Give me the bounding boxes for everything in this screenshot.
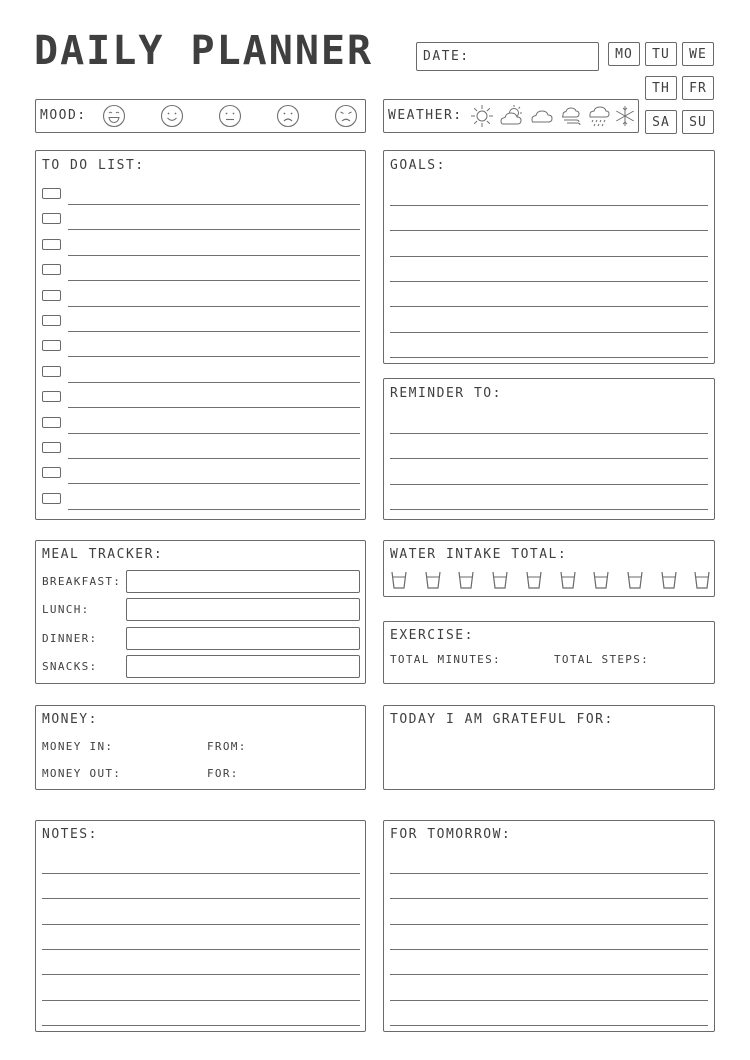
todo-item-line[interactable] [68,331,360,332]
water-glass-icon[interactable] [627,571,643,589]
water-glass-icon[interactable] [593,571,609,589]
goals-line[interactable] [390,230,708,231]
day-we[interactable]: WE [682,42,714,66]
reminder-line[interactable] [390,509,708,510]
todo-checkbox[interactable] [42,467,61,478]
todo-checkbox[interactable] [42,188,61,199]
todo-item-line[interactable] [68,280,360,281]
todo-checkbox[interactable] [42,239,61,250]
tomorrow-line[interactable] [390,924,708,925]
grateful-section[interactable] [383,705,715,790]
water-glass-icon[interactable] [492,571,508,589]
water-glass-icon[interactable] [458,571,474,589]
todo-item-line[interactable] [68,229,360,230]
money-out-label: MONEY OUT: [42,767,122,780]
todo-checkbox[interactable] [42,213,61,224]
todo-checkbox[interactable] [42,315,61,326]
todo-item-line[interactable] [68,433,360,434]
reminder-label: REMINDER TO: [390,386,502,401]
water-glass-icon[interactable] [560,571,576,589]
rain-icon[interactable] [586,104,612,128]
exercise-label: EXERCISE: [390,628,474,643]
reminder-line[interactable] [390,433,708,434]
meal-tracker-section [35,540,366,684]
goals-line[interactable] [390,281,708,282]
todo-checkbox[interactable] [42,391,61,402]
sun-icon[interactable] [470,104,494,128]
todo-item-line[interactable] [68,483,360,484]
goals-label: GOALS: [390,158,446,173]
tomorrow-line[interactable] [390,1025,708,1026]
lunch-label: LUNCH: [42,603,90,616]
grateful-label: TODAY I AM GRATEFUL FOR: [390,712,614,727]
smiling-face-icon[interactable] [160,104,184,128]
notes-line[interactable] [42,898,360,899]
day-fr[interactable]: FR [682,76,714,100]
todo-item-line[interactable] [68,509,360,510]
tomorrow-label: FOR TOMORROW: [390,827,512,842]
notes-line[interactable] [42,1000,360,1001]
tomorrow-line[interactable] [390,898,708,899]
todo-item-line[interactable] [68,204,360,205]
total-minutes-label: TOTAL MINUTES: [390,653,501,666]
page-title: DAILY PLANNER [34,28,374,74]
neutral-face-icon[interactable] [218,104,242,128]
water-glass-icon[interactable] [391,571,407,589]
todo-label: TO DO LIST: [42,158,145,173]
total-steps-label: TOTAL STEPS: [554,653,650,666]
date-label: DATE: [423,49,470,64]
date-field[interactable] [416,42,599,71]
day-sa[interactable]: SA [645,110,677,134]
tomorrow-line[interactable] [390,949,708,950]
day-mo[interactable]: MO [608,42,640,66]
upset-face-icon[interactable] [334,104,358,128]
goals-line[interactable] [390,357,708,358]
todo-item-line[interactable] [68,458,360,459]
todo-checkbox[interactable] [42,493,61,504]
todo-checkbox[interactable] [42,442,61,453]
water-intake-label: WATER INTAKE TOTAL: [390,547,568,562]
meal-tracker-label: MEAL TRACKER: [42,547,164,562]
tomorrow-line[interactable] [390,974,708,975]
notes-line[interactable] [42,974,360,975]
money-label: MONEY: [42,712,98,727]
breakfast-input[interactable] [126,570,360,593]
notes-label: NOTES: [42,827,98,842]
windy-icon[interactable] [558,104,584,128]
day-tu[interactable]: TU [645,42,677,66]
todo-item-line[interactable] [68,356,360,357]
laughing-face-icon[interactable] [102,104,126,128]
notes-line[interactable] [42,1025,360,1026]
todo-item-line[interactable] [68,382,360,383]
goals-line[interactable] [390,256,708,257]
water-glass-icon[interactable] [694,571,710,589]
goals-line[interactable] [390,205,708,206]
notes-line[interactable] [42,949,360,950]
weather-section [383,99,639,133]
money-section [35,705,366,790]
snacks-label: SNACKS: [42,660,98,673]
breakfast-label: BREAKFAST: [42,575,122,588]
todo-item-line[interactable] [68,255,360,256]
notes-line[interactable] [42,924,360,925]
tomorrow-line[interactable] [390,873,708,874]
notes-line[interactable] [42,873,360,874]
todo-checkbox[interactable] [42,290,61,301]
todo-checkbox[interactable] [42,264,61,275]
todo-checkbox[interactable] [42,366,61,377]
lunch-input[interactable] [126,598,360,621]
todo-item-line[interactable] [68,407,360,408]
partly-cloudy-icon[interactable] [498,104,524,128]
water-glass-icon[interactable] [661,571,677,589]
todo-checkbox[interactable] [42,340,61,351]
mood-label: MOOD: [40,108,87,123]
snow-icon[interactable] [613,104,637,128]
cloudy-icon[interactable] [528,104,554,128]
snacks-input[interactable] [126,655,360,678]
dinner-label: DINNER: [42,632,98,645]
day-su[interactable]: SU [682,110,714,134]
money-for-label: FOR: [207,767,239,780]
day-th[interactable]: TH [645,76,677,100]
goals-line[interactable] [390,332,708,333]
reminder-line[interactable] [390,484,708,485]
dinner-input[interactable] [126,627,360,650]
water-glass-icon[interactable] [425,571,441,589]
reminder-section [383,378,715,520]
weather-label: WEATHER: [388,108,463,123]
water-glass-icon[interactable] [526,571,542,589]
reminder-line[interactable] [390,458,708,459]
money-from-label: FROM: [207,740,247,753]
money-in-label: MONEY IN: [42,740,114,753]
mood-section [35,99,366,133]
todo-checkbox[interactable] [42,417,61,428]
todo-item-line[interactable] [68,306,360,307]
sad-face-icon[interactable] [276,104,300,128]
goals-line[interactable] [390,306,708,307]
tomorrow-line[interactable] [390,1000,708,1001]
todo-section [35,150,366,520]
exercise-section [383,621,715,684]
